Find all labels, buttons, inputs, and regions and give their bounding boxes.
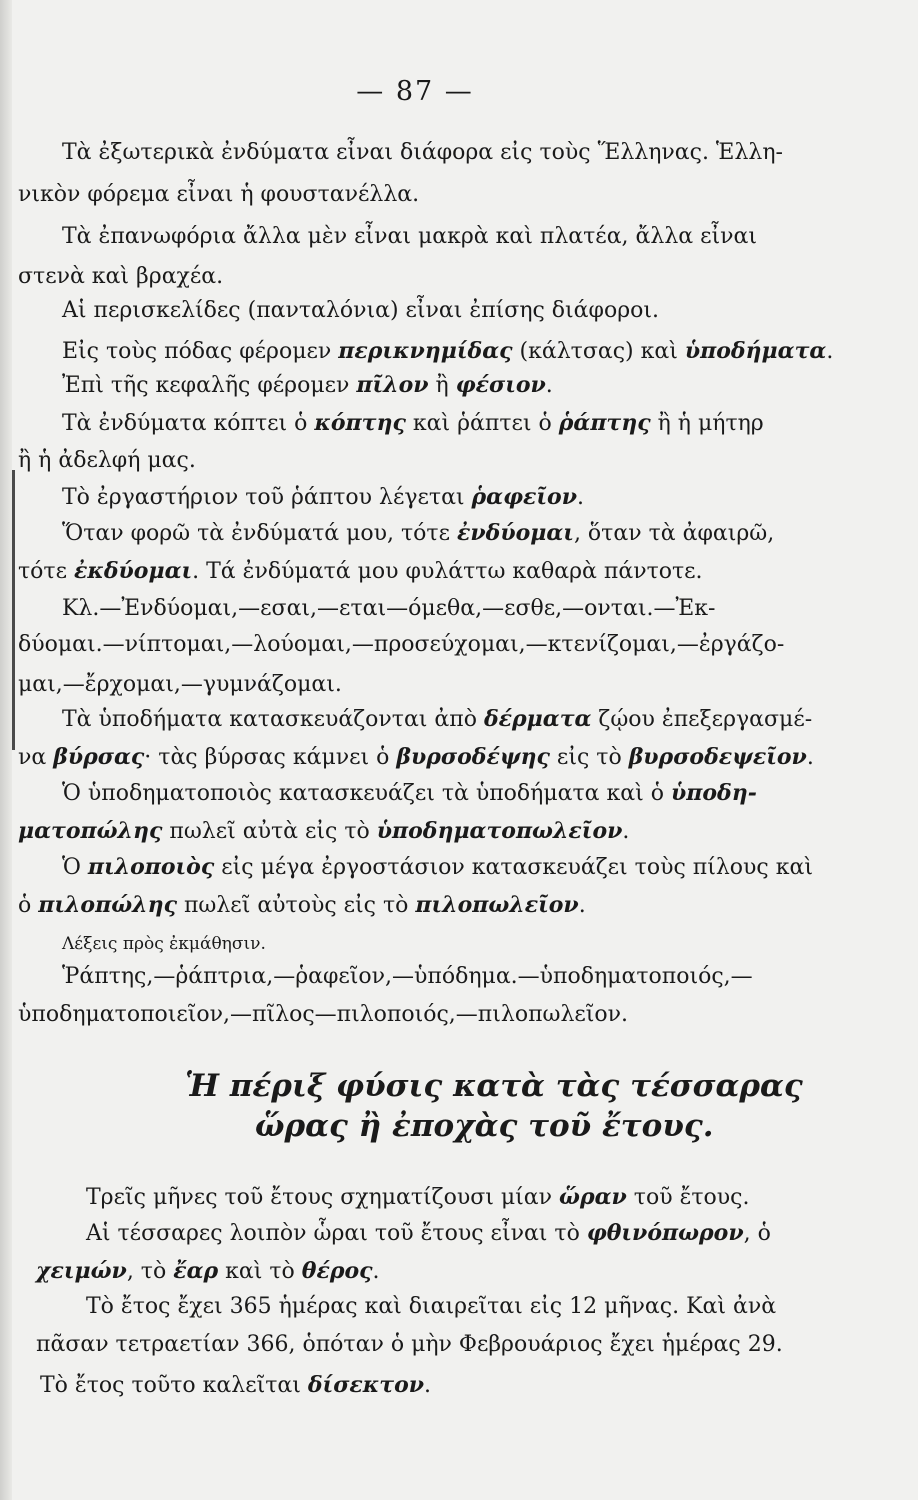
paragraph-line — [62, 482, 584, 513]
text-span: ζῴου ἐπεξεργασμέ- — [591, 707, 813, 732]
paragraph-line — [62, 928, 266, 959]
paragraph-line — [18, 1000, 628, 1030]
text-span: Τὰ ἐξωτερικὰ ἐνδύματα εἶναι διάφορα εἰς τοὺς Ἕλληνας. Ἑλλη- — [62, 140, 783, 165]
text-span: . — [576, 485, 584, 510]
section-heading-line-2: ὥρας ἢ ἐποχὰς τοῦ ἔτους. — [255, 1108, 714, 1144]
text-span: Ὁ ὑποδηματοποιὸς κατασκευάζει τὰ ὑποδήματα καὶ ὁ — [62, 781, 671, 806]
emphasized-term: ὑποδη- — [671, 780, 757, 806]
emphasized-term: πιλοποιὸς — [87, 854, 215, 880]
text-span: Τὰ ἐπανωφόρια ἄλλα μὲν εἶναι μακρὰ καὶ πλατέα, ἄλλα εἶναι — [62, 224, 758, 249]
text-span: πωλεῖ αὐτὰ εἰς τὸ — [162, 819, 377, 844]
text-span: δύομαι.—νίπτομαι,—λούομαι,—προσεύχομαι,—κτενίζομαι,—ἐργάζο- — [18, 632, 785, 657]
paragraph-line — [86, 1218, 771, 1249]
text-span: . — [578, 893, 586, 918]
emphasized-term: βύρσας — [53, 744, 145, 770]
text-span: Τρεῖς μῆνες τοῦ ἔτους σχηματίζουσι μίαν — [86, 1185, 560, 1210]
text-span: Ἐπὶ τῆς κεφαλῆς φέρομεν — [62, 373, 357, 398]
page-edge — [0, 0, 12, 1500]
paragraph-line — [18, 630, 784, 660]
text-span: να — [18, 745, 54, 770]
paragraph-line — [18, 742, 814, 773]
paragraph-line — [86, 1292, 776, 1322]
paragraph-line — [62, 222, 757, 252]
emphasized-term: πῖλον — [356, 372, 429, 398]
text-span: καὶ τὸ — [218, 1259, 302, 1284]
emphasized-term: ἔαρ — [173, 1258, 219, 1284]
emphasized-term: περικνημίδας — [338, 338, 513, 364]
emphasized-term: πιλοπώλης — [38, 892, 177, 918]
emphasized-term: φθινόπωρον — [586, 1220, 744, 1246]
emphasized-term: ὑποδηματοπωλεῖον — [376, 818, 623, 844]
emphasized-term: ῥαφεῖον — [471, 484, 577, 510]
text-span: πωλεῖ αὐτοὺς εἰς τὸ — [176, 893, 416, 918]
text-span: . — [826, 339, 834, 364]
emphasized-term: πιλοπωλεῖον — [415, 892, 579, 918]
text-span: ἢ — [428, 373, 456, 398]
text-span: Ῥάπτης,—ῥάπτρια,—ῥαφεῖον,—ὑπόδημα.—ὑποδηματοποιός,— — [62, 964, 753, 989]
text-span: εἰς μέγα ἐργοστάσιον κατασκευάζει τοὺς πίλους καὶ — [214, 855, 813, 880]
paragraph-line — [18, 816, 629, 847]
emphasized-term: ἐνδύομαι — [457, 520, 574, 546]
text-span: πᾶσαν τετραετίαν 366, ὁπόταν ὁ μὴν Φεβρουάριος ἔχει ἡμέρας 29. — [36, 1332, 783, 1357]
text-span: τοῦ ἔτους. — [626, 1185, 750, 1210]
emphasized-term: θέρος — [301, 1258, 373, 1284]
text-span: · τὰς βύρσας κάμνει ὁ — [144, 745, 397, 770]
paragraph-line — [36, 1330, 783, 1360]
paragraph-line — [18, 670, 342, 700]
text-span: Τὰ ὑποδήματα κατασκευάζονται ἀπὸ — [62, 707, 484, 732]
text-span: στενὰ καὶ βραχέα. — [18, 264, 224, 289]
emphasized-term: ῥάπτης — [558, 410, 651, 436]
text-span: . — [806, 745, 814, 770]
paragraph-line — [62, 336, 833, 367]
paragraph-line — [62, 296, 659, 326]
text-span: ἢ ἡ μήτηρ — [650, 411, 764, 436]
emphasized-term: κόπτης — [314, 410, 406, 436]
text-span: . — [372, 1259, 380, 1284]
paragraph-line — [62, 138, 783, 168]
text-span: εἰς τὸ — [549, 745, 629, 770]
text-span: Τὸ ἐργαστήριον τοῦ ῥάπτου λέγεται — [62, 485, 472, 510]
text-span: καὶ ῥάπτει ὁ — [405, 411, 559, 436]
text-span: , ὁ — [743, 1221, 771, 1246]
text-span: μαι,—ἔρχομαι,—γυμνάζομαι. — [18, 672, 342, 697]
emphasized-term: ὥραν — [559, 1184, 627, 1210]
paragraph-line — [18, 890, 586, 921]
paragraph-line — [62, 852, 813, 883]
paragraph-line — [18, 556, 703, 587]
text-span: νικὸν φόρεμα εἶναι ἡ φουστανέλλα. — [18, 182, 420, 207]
text-span: . — [424, 1373, 432, 1398]
section-heading-line-1: Ἡ πέριξ φύσις κατὰ τὰς τέσσαρας — [185, 1068, 803, 1104]
paragraph-line — [62, 518, 774, 549]
text-span: τότε — [18, 559, 74, 584]
text-span: Αἱ περισκελίδες (πανταλόνια) εἶναι ἐπίσης διάφοροι. — [62, 298, 659, 323]
emphasized-term: βυρσοδέψης — [396, 744, 550, 770]
text-span: . Τά ἐνδύματά μου φυλάττω καθαρὰ πάντοτε. — [192, 559, 703, 584]
emphasized-term: ἐκδύομαι — [73, 558, 193, 584]
paragraph-line — [62, 778, 757, 809]
text-span: ὑποδηματοποιεῖον,—πῖλος—πιλοποιός,—πιλοπωλεῖον. — [18, 1002, 629, 1027]
emphasized-term: δίσεκτον — [307, 1372, 425, 1398]
text-span: Τὸ ἔτος τοῦτο καλεῖται — [40, 1373, 308, 1398]
text-span: , τὸ — [126, 1259, 174, 1284]
text-span: Λέξεις πρὸς ἐκμάθησιν. — [62, 934, 266, 954]
text-span: , ὅταν τὰ ἀφαιρῶ, — [573, 521, 775, 546]
paragraph-line — [62, 962, 753, 992]
emphasized-term: χειμών — [36, 1258, 127, 1284]
paragraph-line — [62, 408, 764, 439]
text-span: ὁ — [18, 893, 39, 918]
emphasized-term: δέρματα — [483, 706, 592, 732]
paragraph-line — [36, 1256, 380, 1287]
text-span: . — [545, 373, 553, 398]
text-span: Τὰ ἐνδύματα κόπτει ὁ — [62, 411, 315, 436]
paragraph-line — [62, 704, 812, 735]
emphasized-term: ματοπώλης — [18, 818, 163, 844]
paragraph-line — [86, 1182, 749, 1213]
text-span: (κάλτσας) καὶ — [512, 339, 685, 364]
paragraph-line — [18, 262, 223, 292]
binding-shadow — [12, 470, 15, 750]
text-span: . — [622, 819, 630, 844]
text-span: Τὸ ἔτος ἔχει 365 ἡμέρας καὶ διαιρεῖται εἰς 12 μῆνας. Καὶ ἀνὰ — [86, 1294, 777, 1319]
text-span: Εἰς τοὺς πόδας φέρομεν — [62, 339, 339, 364]
text-span: Κλ.—Ἐνδύομαι,—εσαι,—εται—όμεθα,—εσθε,—ονται.—Ἐκ- — [62, 596, 716, 621]
paragraph-line — [18, 180, 419, 210]
paragraph-line — [62, 370, 553, 401]
paragraph-line — [18, 446, 196, 476]
emphasized-term: ὑποδήματα — [684, 338, 827, 364]
emphasized-term: φέσιον — [455, 372, 546, 398]
paragraph-line — [62, 594, 715, 624]
paragraph-line — [40, 1370, 431, 1401]
emphasized-term: βυρσοδεψεῖον — [628, 744, 807, 770]
text-span: ἢ ἡ ἀδελφή μας. — [18, 448, 196, 473]
text-span: Ὅταν φορῶ τὰ ἐνδύματά μου, τότε — [62, 521, 457, 546]
text-span: Ὁ — [62, 855, 88, 880]
text-span: Αἱ τέσσαρες λοιπὸν ὧραι τοῦ ἔτους εἶναι τὸ — [86, 1221, 587, 1246]
page-number: — 87 — — [356, 76, 474, 107]
